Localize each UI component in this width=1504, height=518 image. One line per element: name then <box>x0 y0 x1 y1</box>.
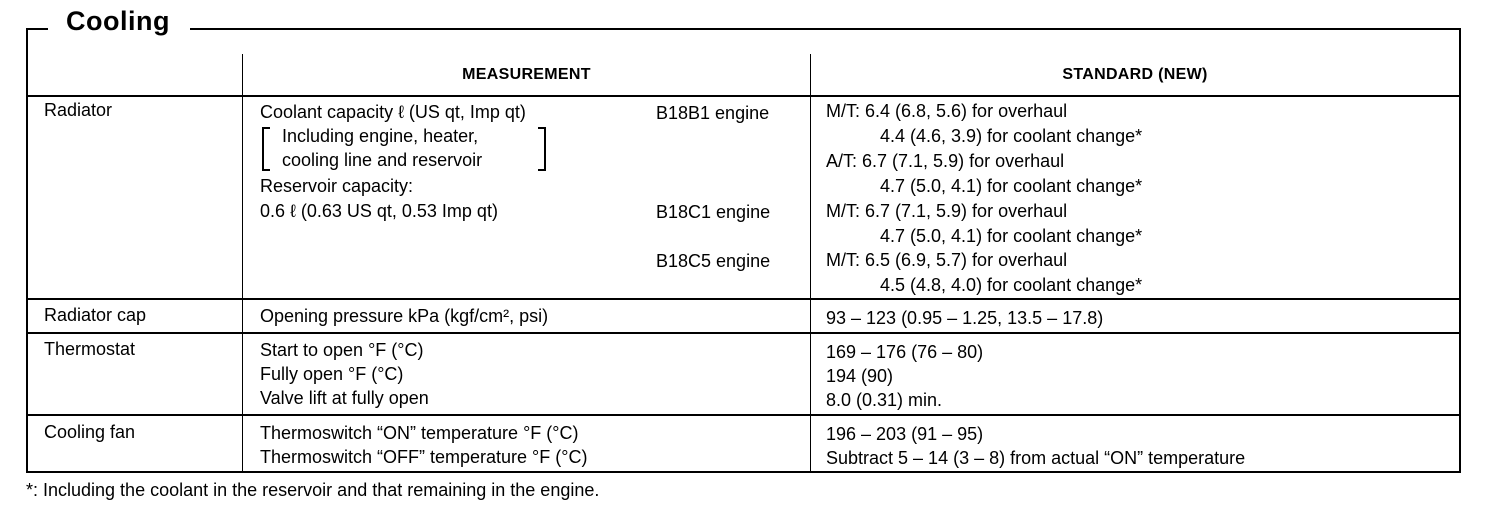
item-cooling-fan: Cooling fan <box>44 422 136 442</box>
valve-lift-label: Valve lift at fully open <box>260 388 429 408</box>
bracket-line-2: cooling line and reservoir <box>282 150 483 170</box>
bracket-line-1: Including engine, heater, <box>282 126 479 146</box>
opening-pressure-value: 93 – 123 (0.95 – 1.25, 13.5 – 17.8) <box>826 308 1104 328</box>
section-title: Cooling <box>66 6 170 36</box>
thermoswitch-on-value: 196 – 203 (91 – 95) <box>826 424 984 444</box>
b18c5-mt-overhaul: M/T: 6.5 (6.9, 5.7) for overhaul <box>826 250 1068 270</box>
item-radiator-cap: Radiator cap <box>44 305 147 325</box>
b18b1-mt-coolant-change: 4.4 (4.6, 3.9) for coolant change* <box>880 126 1143 146</box>
header-divider <box>26 95 1461 97</box>
frame-top-left <box>26 28 48 30</box>
opening-pressure-label: Opening pressure kPa (kgf/cm², psi) <box>260 306 549 326</box>
item-thermostat: Thermostat <box>44 339 136 359</box>
engine-b18c5: B18C5 engine <box>656 251 771 271</box>
frame-top-right <box>190 28 1461 30</box>
coolant-capacity-label: Coolant capacity ℓ (US qt, Imp qt) <box>260 102 526 122</box>
header-standard: STANDARD (NEW) <box>1062 66 1208 83</box>
reservoir-capacity-value: 0.6 ℓ (0.63 US qt, 0.53 Imp qt) <box>260 201 498 221</box>
b18c1-mt-overhaul: M/T: 6.7 (7.1, 5.9) for overhaul <box>826 201 1068 221</box>
thermoswitch-on-label: Thermoswitch “ON” temperature °F (°C) <box>260 423 579 443</box>
b18b1-mt-overhaul: M/T: 6.4 (6.8, 5.6) for overhaul <box>826 101 1068 121</box>
footnote: *: Including the coolant in the reservoir and that remaining in the engine. <box>26 480 600 500</box>
col-divider-1 <box>242 54 243 472</box>
start-to-open-value: 169 – 176 (76 – 80) <box>826 342 984 362</box>
start-to-open-label: Start to open °F (°C) <box>260 340 424 360</box>
row-divider-1 <box>26 298 1461 300</box>
row-divider-2 <box>26 332 1461 334</box>
bracket-right <box>538 127 546 171</box>
thermoswitch-off-value: Subtract 5 – 14 (3 – 8) from actual “ON” temperature <box>826 448 1246 468</box>
reservoir-capacity-label: Reservoir capacity: <box>260 176 414 196</box>
engine-b18b1: B18B1 engine <box>656 103 770 123</box>
b18b1-at-overhaul: A/T: 6.7 (7.1, 5.9) for overhaul <box>826 151 1065 171</box>
valve-lift-value: 8.0 (0.31) min. <box>826 390 943 410</box>
bracket-left <box>262 127 270 171</box>
item-radiator: Radiator <box>44 100 113 120</box>
engine-b18c1: B18C1 engine <box>656 202 771 222</box>
b18b1-at-coolant-change: 4.7 (5.0, 4.1) for coolant change* <box>880 176 1143 196</box>
b18c1-mt-coolant-change: 4.7 (5.0, 4.1) for coolant change* <box>880 226 1143 246</box>
thermoswitch-off-label: Thermoswitch “OFF” temperature °F (°C) <box>260 447 588 467</box>
col-divider-2 <box>810 54 811 472</box>
row-divider-3 <box>26 414 1461 416</box>
header-measurement: MEASUREMENT <box>462 66 591 83</box>
fully-open-label: Fully open °F (°C) <box>260 364 404 384</box>
b18c5-mt-coolant-change: 4.5 (4.8, 4.0) for coolant change* <box>880 275 1143 295</box>
fully-open-value: 194 (90) <box>826 366 894 386</box>
